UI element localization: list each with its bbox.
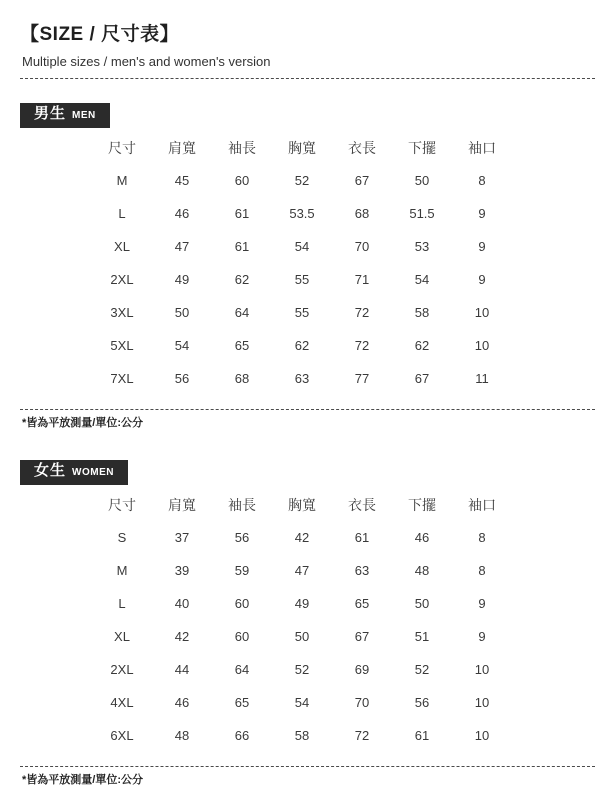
measurement-cell: 52	[294, 173, 310, 188]
measurement-cell: 65	[234, 695, 250, 710]
column-header: 袖口	[468, 139, 496, 156]
measurement-cell: 37	[174, 530, 190, 545]
measurement-cell: 70	[354, 695, 370, 710]
measurement-cell: 56	[174, 371, 190, 386]
size-label-cell: 2XL	[110, 272, 134, 287]
measurement-cell: 10	[474, 305, 490, 320]
measurement-cell: 9	[478, 272, 486, 287]
size-label-cell: M	[116, 563, 128, 578]
column-header: 肩寬	[168, 496, 196, 513]
women-badge-label-en: WOMEN	[72, 467, 114, 478]
measurement-cell: 45	[174, 173, 190, 188]
table-row	[92, 296, 512, 329]
size-label-cell: M	[116, 173, 128, 188]
measurement-cell: 77	[354, 371, 370, 386]
measurement-cell: 70	[354, 239, 370, 254]
column-header: 衣長	[348, 139, 376, 156]
table-row	[92, 197, 512, 230]
measurement-cell: 69	[354, 662, 370, 677]
column-header: 肩寬	[168, 139, 196, 156]
column-header: 下擺	[408, 496, 436, 513]
measurement-cell: 54	[174, 338, 190, 353]
measurement-cell: 52	[414, 662, 430, 677]
men-badge-label-zh: 男生	[34, 105, 67, 122]
men-size-section	[20, 79, 595, 430]
column-header: 袖口	[468, 496, 496, 513]
measurement-cell: 47	[174, 239, 190, 254]
measurement-cell: 10	[474, 695, 490, 710]
measurement-cell: 9	[478, 206, 486, 221]
measurement-cell: 51	[414, 629, 430, 644]
men-badge-label-en: MEN	[72, 110, 96, 121]
measurement-cell: 64	[234, 305, 250, 320]
table-header-row	[92, 488, 512, 521]
size-label-cell: L	[118, 206, 126, 221]
measurement-cell: 10	[474, 338, 490, 353]
measurement-cell: 49	[174, 272, 190, 287]
table-row	[92, 164, 512, 197]
measurement-cell: 8	[478, 563, 486, 578]
table-row	[92, 719, 512, 752]
measurement-cell: 62	[414, 338, 430, 353]
measurement-cell: 50	[174, 305, 190, 320]
measurement-cell: 11	[475, 371, 489, 386]
measurement-cell: 62	[234, 272, 250, 287]
measurement-cell: 72	[354, 338, 370, 353]
measurement-cell: 59	[234, 563, 250, 578]
table-row	[92, 263, 512, 296]
size-label-cell: 2XL	[110, 662, 134, 677]
measurement-cell: 42	[174, 629, 190, 644]
measurement-cell: 60	[234, 596, 250, 611]
table-row	[92, 587, 512, 620]
men-measurement-note: *皆為平放測量/單位:公分	[22, 417, 143, 429]
column-header: 衣長	[348, 496, 376, 513]
measurement-cell: 46	[414, 530, 430, 545]
measurement-cell: 55	[294, 305, 310, 320]
column-header: 下擺	[408, 139, 436, 156]
column-header: 袖長	[228, 139, 256, 156]
measurement-cell: 50	[294, 629, 310, 644]
measurement-cell: 58	[414, 305, 430, 320]
measurement-cell: 39	[174, 563, 190, 578]
measurement-cell: 61	[414, 728, 430, 743]
measurement-cell: 54	[294, 695, 310, 710]
measurement-cell: 63	[294, 371, 310, 386]
measurement-cell: 67	[354, 629, 370, 644]
measurement-cell: 58	[294, 728, 310, 743]
measurement-cell: 47	[294, 563, 310, 578]
size-label-cell: 3XL	[110, 305, 134, 320]
measurement-cell: 53.5	[289, 206, 315, 221]
size-label-cell: 7XL	[110, 371, 134, 386]
measurement-cell: 8	[478, 173, 486, 188]
page-title: 【SIZE / 尺寸表】	[20, 24, 180, 45]
column-header: 尺寸	[108, 496, 136, 513]
size-label-cell: 5XL	[110, 338, 134, 353]
women-badge-label-zh: 女生	[34, 462, 67, 479]
column-header: 胸寬	[288, 496, 316, 513]
column-header: 袖長	[228, 496, 256, 513]
measurement-cell: 9	[478, 629, 486, 644]
measurement-cell: 68	[234, 371, 250, 386]
table-row	[92, 620, 512, 653]
measurement-cell: 49	[294, 596, 310, 611]
table-row	[92, 230, 512, 263]
measurement-cell: 46	[174, 206, 190, 221]
measurement-cell: 10	[474, 728, 490, 743]
measurement-cell: 72	[354, 305, 370, 320]
measurement-cell: 56	[234, 530, 250, 545]
measurement-cell: 50	[414, 173, 430, 188]
measurement-cell: 61	[234, 206, 250, 221]
women-size-section	[20, 430, 595, 787]
column-header: 尺寸	[108, 139, 136, 156]
table-row	[92, 686, 512, 719]
measurement-cell: 60	[234, 629, 250, 644]
measurement-cell: 10	[474, 662, 490, 677]
table-row	[92, 521, 512, 554]
measurement-cell: 68	[354, 206, 370, 221]
measurement-cell: 53	[414, 239, 430, 254]
measurement-cell: 72	[354, 728, 370, 743]
size-label-cell: S	[117, 530, 127, 545]
measurement-cell: 60	[234, 173, 250, 188]
measurement-cell: 46	[174, 695, 190, 710]
measurement-cell: 65	[234, 338, 250, 353]
table-row	[92, 653, 512, 686]
measurement-cell: 67	[414, 371, 430, 386]
measurement-cell: 48	[174, 728, 190, 743]
measurement-cell: 61	[234, 239, 250, 254]
size-label-cell: 4XL	[110, 695, 134, 710]
size-label-cell: XL	[114, 629, 130, 644]
table-row	[92, 329, 512, 362]
table-header-row	[92, 131, 512, 164]
measurement-cell: 9	[478, 596, 486, 611]
table-row	[92, 554, 512, 587]
measurement-cell: 48	[414, 563, 430, 578]
table-row	[92, 362, 512, 395]
women-badge	[20, 460, 128, 485]
measurement-cell: 56	[414, 695, 430, 710]
size-label-cell: XL	[114, 239, 130, 254]
measurement-cell: 71	[354, 272, 370, 287]
women-size-table	[92, 488, 512, 752]
women-section-divider	[20, 766, 595, 767]
measurement-cell: 61	[354, 530, 370, 545]
measurement-cell: 54	[294, 239, 310, 254]
measurement-cell: 40	[174, 596, 190, 611]
size-label-cell: 6XL	[110, 728, 134, 743]
measurement-cell: 67	[354, 173, 370, 188]
measurement-cell: 65	[354, 596, 370, 611]
measurement-cell: 9	[478, 239, 486, 254]
men-badge	[20, 103, 110, 128]
measurement-cell: 62	[294, 338, 310, 353]
men-section-divider	[20, 409, 595, 410]
measurement-cell: 42	[294, 530, 310, 545]
measurement-cell: 50	[414, 596, 430, 611]
column-header: 胸寬	[288, 139, 316, 156]
measurement-cell: 64	[234, 662, 250, 677]
measurement-cell: 44	[174, 662, 190, 677]
measurement-cell: 55	[294, 272, 310, 287]
men-size-table	[92, 131, 512, 395]
measurement-cell: 51.5	[409, 206, 435, 221]
page-subtitle: Multiple sizes / men's and women's version	[22, 54, 271, 69]
measurement-cell: 54	[414, 272, 430, 287]
measurement-cell: 63	[354, 563, 370, 578]
measurement-cell: 66	[234, 728, 250, 743]
size-label-cell: L	[118, 596, 126, 611]
measurement-cell: 8	[478, 530, 486, 545]
measurement-cell: 52	[294, 662, 310, 677]
women-measurement-note: *皆為平放測量/單位:公分	[22, 774, 143, 786]
